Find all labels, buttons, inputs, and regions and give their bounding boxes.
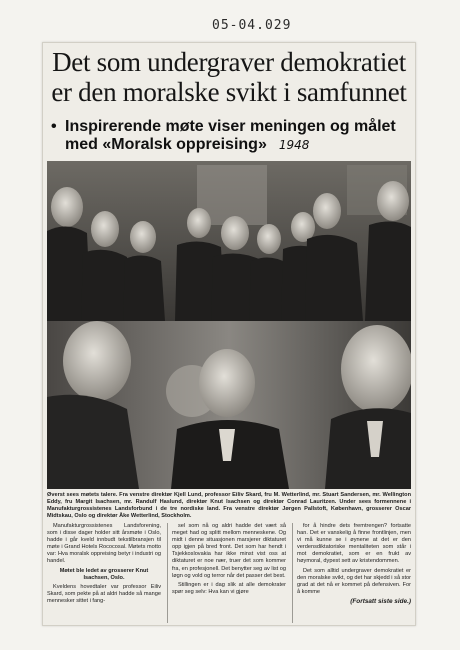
paragraph: Møtet ble ledet av grosserer Knut Isachsen, Oslo. xyxy=(59,567,149,581)
continued-note: (Fortsatt siste side.) xyxy=(350,597,411,605)
headline: Det som undergraver demokratiet er den moralske svikt i samfunnet xyxy=(51,47,407,107)
subhead xyxy=(51,118,405,154)
paragraph: Stillingen er i dag slik at alle demokrater spør seg selv: Hva kan vi gjøre xyxy=(172,581,286,595)
photo-illustration xyxy=(47,161,411,489)
photo-caption: Øverst sees møtets talere. Fra venstre direktør Kjell Lund, professor Eiliv Skard, fru M. Wetterlind, mr. Stuart Sandersen, mr. Wellington Eddy, fru Margit Isachsen, mr. Randulf Haslund, direktør Knut Isachsen og direktør Conrad Lauritzen. Under sees formennene i Manufakturgrossistenes Landsforbund i de tre nordiske land. Fra venstre direktør Jørgen Pallstoft, København, grosserer Oscar Midtskau, Oslo og direktør Åke Wetterlind, Stockholm. xyxy=(47,492,411,519)
newspaper-clipping xyxy=(42,42,416,626)
article-column-2 xyxy=(167,523,286,623)
handwritten-year: 1948 xyxy=(278,138,310,152)
bullet-icon: • xyxy=(51,118,57,135)
paragraph: Det som alltid undergraver demokratiet er den moralske svikt, og det har skjedd i så stor grad at det nå er kommet på defensiven. For å komme xyxy=(297,567,411,595)
article-column-3 xyxy=(292,523,411,623)
article-column-1 xyxy=(47,523,161,623)
group-photo xyxy=(47,161,411,489)
subhead-text: Inspirerende møte viser meningen og målet med «Moralsk oppreising» xyxy=(65,118,396,153)
paragraph: Kveldens hovedtaler var professor Eiliv Skard, som pekte på at aldri hadde så mange mennesker sittet i fang- xyxy=(47,583,161,604)
paragraph: sel som nå og aldri hadde det vært så meget had og splitt mellom menneskene. Og midt i denne situasjonen marsjerer diktaturet opp igjen på bred front. Det som har hendt i Tsjekkoslovakia har ikke minst vist oss at diktaturet er noe nær, truer det som kommer fra, en profesjonell. Det benytter seg av list og løgn og vold og terror når det passer det best. xyxy=(172,523,286,579)
paragraph: Manufakturgrossistenes Landsforening, som i disse dager holder sitt årsmøte i Oslo, hadde i går kveld innbudt tekstilbransjen til møte i Grand Hotels Rococosal. Møtets motto var: Hva moralsk oppreising betyr i industri og handel. xyxy=(47,523,161,565)
article-body xyxy=(47,523,411,623)
paragraph: for å hindre dets fremtrengen? fortsatte han. Det er vanskelig å finne frontlinjen, men vi må kunne se i øynene at det er den verdensdiktatoriske mentaliteten som står i mot demokratiet, som er en frukt av høymoral, dypest sett av kristendommen. xyxy=(297,523,411,565)
archive-code-handwritten: 05-04.029 xyxy=(212,18,292,33)
